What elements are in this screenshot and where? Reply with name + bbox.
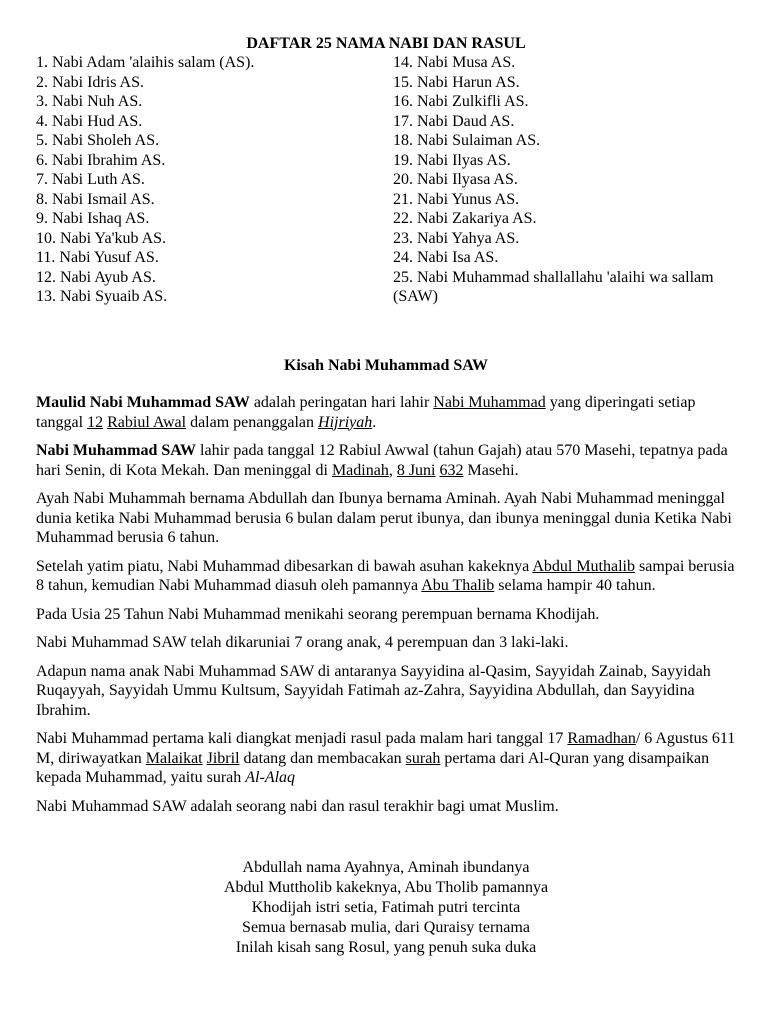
link-abdul-muthalib[interactable]: Abdul Muthalib — [532, 557, 635, 575]
italic-text: Al-Alaq — [245, 769, 296, 786]
text-run: lahir pada tanggal 12 Rabiul Awwal (tahun Gajah) atau 570 Masehi, tepatnya pada hari Senin, di Kota Mekah. Dan meninggal di — [36, 442, 728, 479]
list-item: 5. Nabi Sholeh AS. — [36, 132, 160, 149]
list-item: 12. Nabi Ayub AS. — [36, 268, 156, 286]
list-item: 21. Nabi Yunus AS. — [393, 190, 520, 208]
link-ramadhan[interactable]: Ramadhan — [567, 730, 636, 747]
list-item: 9. Nabi Ishaq AS. — [36, 210, 150, 227]
paragraph-revelation — [36, 729, 736, 788]
list-item: 6. Nabi Ibrahim AS. — [36, 151, 166, 169]
text-run: Nabi Muhammad pertama kali diangkat menjadi rasul pada malam hari tanggal 17 — [36, 730, 568, 747]
list-heading: DAFTAR 25 NAMA NABI DAN RASUL — [246, 35, 526, 52]
list-item: 13. Nabi Syuaib AS. — [36, 288, 168, 305]
paragraph-final-prophet: Nabi Muhammad SAW adalah seorang nabi dan rasul terakhir bagi umat Muslim. — [36, 797, 559, 815]
poem-line: Inilah kisah sang Rosul, yang penuh suka duka — [235, 939, 537, 956]
list-item: 16. Nabi Zulkifli AS. — [393, 93, 529, 110]
list-item: 25. Nabi Muhammad shallallahu 'alaihi wa sallam (SAW) — [393, 268, 718, 305]
link-nabi-muhammad[interactable]: Nabi Muhammad — [433, 394, 546, 411]
paragraph-children-names: Adapun nama anak Nabi Muhammad SAW di antaranya Sayyidina al-Qasim, Sayyidah Zainab, Sayyidah Ruqayyah, Sayyidah Ummu Kultsum, Sayyidah Fatimah az-Zahra, Sayyidina Abdullah, dan Sayyidina Ibrahim. — [36, 662, 711, 719]
text-run: yang diperingati setiap tanggal — [36, 394, 696, 431]
text-run: dalam penanggalan — [186, 413, 319, 431]
poem — [36, 858, 736, 958]
list-item: 18. Nabi Sulaiman AS. — [393, 132, 541, 149]
list-item: 24. Nabi Isa AS. — [393, 249, 499, 266]
text-run: / 6 Agustus 611 M, diriwayatkan — [36, 730, 736, 767]
poem-line: Abdul Muttholib kakeknya, Abu Tholib pamannya — [223, 879, 549, 896]
link-hijriyah[interactable] — [318, 414, 372, 431]
text-run: pertama dari Al-Quran yang disampaikan kepada Muhammad, yaitu surah — [36, 749, 710, 786]
italic-text: Hijriyah — [318, 413, 373, 431]
list-item: 23. Nabi Yahya AS. — [393, 229, 520, 247]
list-item: 22. Nabi Zakariya AS. — [393, 210, 537, 227]
list-item: 11. Nabi Yusuf AS. — [36, 249, 159, 266]
poem-line: Semua bernasab mulia, dari Quraisy ternama — [242, 919, 530, 936]
link-632[interactable]: 632 — [439, 461, 464, 479]
list-item: 17. Nabi Daud AS. — [393, 112, 515, 130]
text-run: . — [372, 413, 377, 431]
text-run: selama hampir 40 tahun. — [494, 577, 656, 594]
link-madinah[interactable]: Madinah — [331, 461, 389, 479]
text-run: , — [388, 461, 397, 479]
link-12[interactable]: 12 — [87, 413, 104, 431]
poem-line: Abdullah nama Ayahnya, Aminah ibundanya — [242, 859, 530, 876]
text-run: Setelah yatim piatu, Nabi Muhammad dibesarkan di bawah asuhan kakeknya — [36, 557, 533, 575]
link-malaikat[interactable]: Malaikat — [145, 749, 203, 767]
list-item: 20. Nabi Ilyasa AS. — [393, 171, 518, 188]
text-run: adalah peringatan hari lahir — [249, 394, 434, 411]
prophet-list-left-column — [36, 53, 393, 307]
prophet-list — [36, 53, 736, 307]
list-item: 1. Nabi Adam 'alaihis salam (AS). — [36, 54, 255, 71]
document-page — [36, 34, 736, 958]
paragraph-children-count: Nabi Muhammad SAW telah dikaruniai 7 orang anak, 4 perempuan dan 3 laki-laki. — [36, 634, 569, 651]
text-run: datang dan membacakan — [239, 749, 406, 767]
paragraph-guardians — [36, 557, 736, 596]
list-item: 10. Nabi Ya'kub AS. — [36, 229, 167, 247]
bold-term: Nabi Muhammad SAW — [36, 442, 197, 459]
link-8-juni[interactable]: 8 Juni — [396, 461, 436, 479]
paragraph-marriage: Pada Usia 25 Tahun Nabi Muhammad menikahi seorang perempuan bernama Khodijah. — [36, 605, 600, 623]
paragraph-maulid — [36, 393, 736, 432]
link-abu-thalib[interactable]: Abu Thalib — [421, 577, 495, 594]
list-item: 2. Nabi Idris AS. — [36, 73, 144, 91]
list-item: 7. Nabi Luth AS. — [36, 171, 145, 188]
text-run: Masehi. — [463, 461, 519, 479]
text-run: sampai berusia 8 tahun, kemudian Nabi Muhammad diasuh oleh pamannya — [36, 557, 735, 594]
link-rabiul-awal[interactable]: Rabiul Awal — [107, 413, 187, 431]
link-jibril[interactable]: Jibril — [206, 749, 240, 767]
list-item: 14. Nabi Musa AS. — [393, 54, 516, 71]
list-item: 19. Nabi Ilyas AS. — [393, 151, 511, 169]
story-title: Kisah Nabi Muhammad SAW — [283, 356, 489, 374]
list-item: 3. Nabi Nuh AS. — [36, 93, 143, 110]
list-item: 15. Nabi Harun AS. — [393, 73, 520, 91]
bold-term: Maulid Nabi Muhammad SAW — [36, 394, 250, 411]
paragraph-birth — [36, 441, 736, 480]
link-surah[interactable]: surah — [405, 749, 441, 767]
poem-line: Khodijah istri setia, Fatimah putri tercinta — [251, 899, 521, 916]
prophet-list-right-column — [393, 53, 733, 307]
list-item: 4. Nabi Hud AS. — [36, 112, 143, 130]
list-item: 8. Nabi Ismail AS. — [36, 190, 155, 208]
paragraph-parents: Ayah Nabi Muhammah bernama Abdullah dan Ibunya bernama Aminah. Ayah Nabi Muhammad meninggal dunia ketika Nabi Muhammad berusia 6 bulan dalam perut ibunya, dan ibunya meninggal dunia Ketika Nabi Muhammad berusia 6 tahun. — [36, 490, 732, 546]
